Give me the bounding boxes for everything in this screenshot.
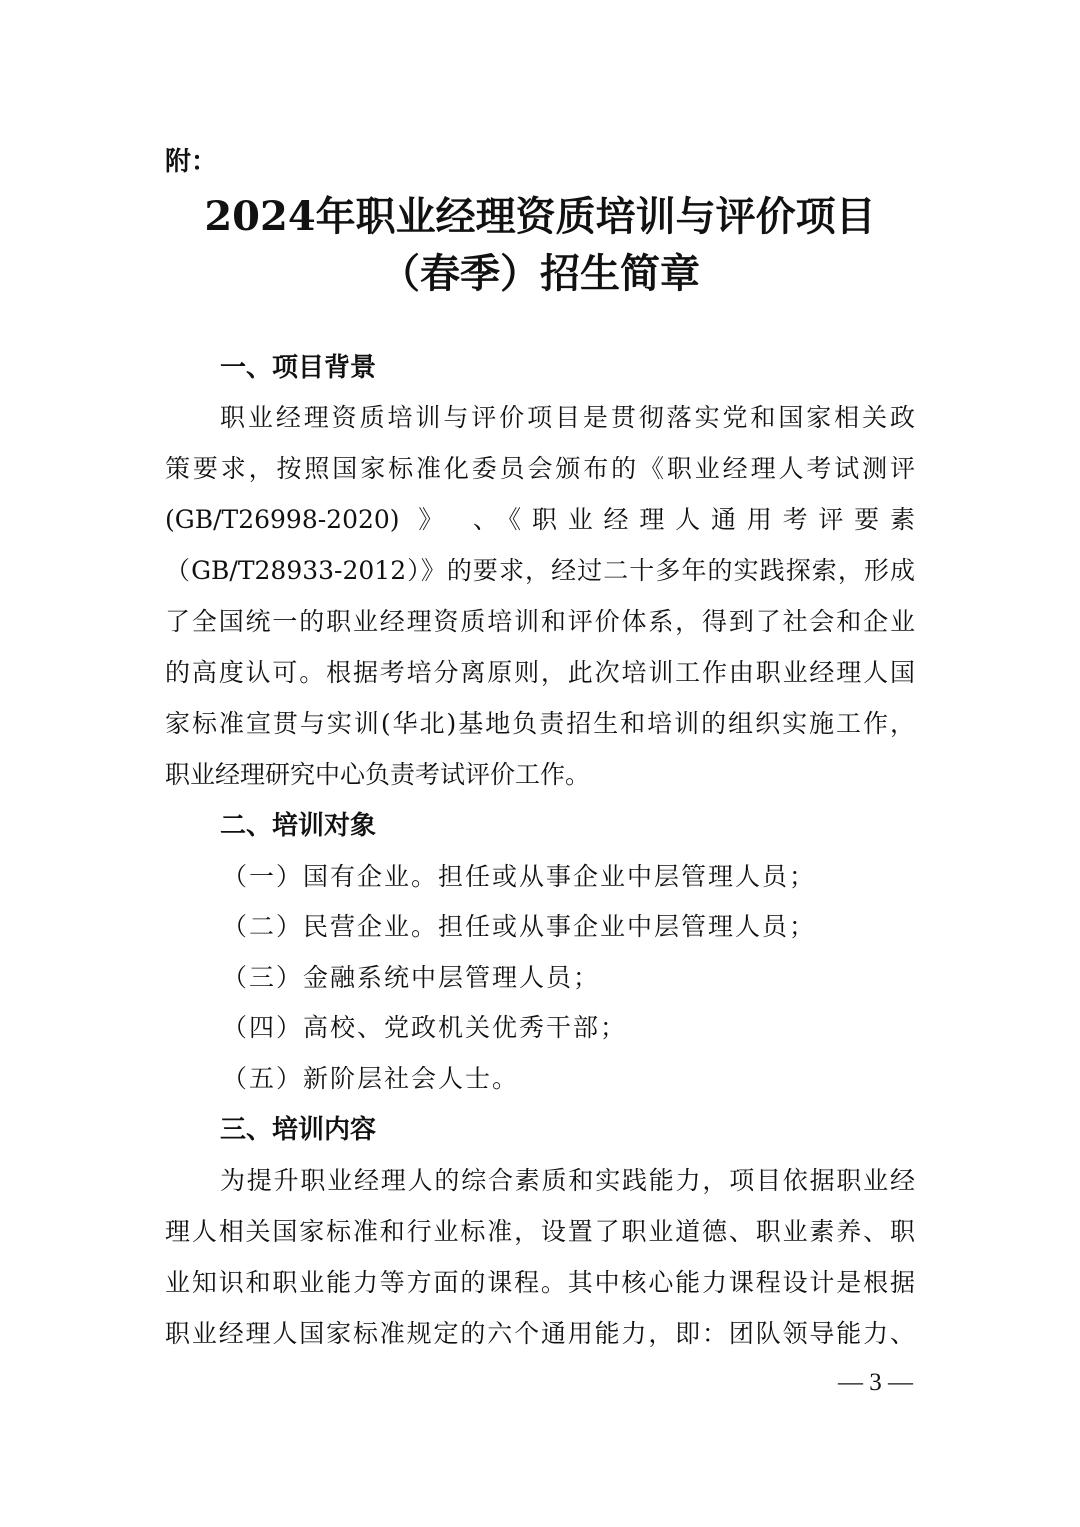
paragraph-line: 业知识和职业能力等方面的课程。其中核心能力课程设计是根据 <box>165 1268 915 1297</box>
document-title-line-2: （春季）招生简章 <box>380 250 700 297</box>
paragraph-line: 为提升职业经理人的综合素质和实践能力，项目依据职业经 <box>220 1166 915 1195</box>
section-heading-audience: 二、培训对象 <box>220 811 377 841</box>
paragraph-line: （GB/T28933-2012）》的要求，经过二十多年的实践探索，形成 <box>165 556 915 585</box>
audience-item: （一）国有企业。担任或从事企业中层管理人员； <box>222 862 817 891</box>
paragraph-line: (GB/T26998-2020) 》 、《职业经理人通用考评要素 <box>165 505 915 534</box>
paragraph-line: 策要求，按照国家标准化委员会颁布的《职业经理人考试测评 <box>165 454 915 483</box>
paragraph-line: 的高度认可。根据考培分离原则，此次培训工作由职业经理人国 <box>165 658 915 687</box>
audience-item: （二）民营企业。担任或从事企业中层管理人员； <box>222 912 817 941</box>
paragraph-line: 家标准宣贯与实训(华北)基地负责招生和培训的组织实施工作， <box>165 709 915 738</box>
paragraph-line: 了全国统一的职业经理资质培训和评价体系，得到了社会和企业 <box>165 607 915 636</box>
attachment-label: 附： <box>165 147 218 177</box>
audience-item: （五）新阶层社会人士。 <box>222 1064 520 1093</box>
section-heading-content: 三、培训内容 <box>220 1115 377 1145</box>
section-heading-background: 一、项目背景 <box>220 353 377 383</box>
page-number: — 3 — <box>838 1369 913 1396</box>
paragraph-line: 职业经理资质培训与评价项目是贯彻落实党和国家相关政 <box>220 403 915 432</box>
audience-item: （四）高校、党政机关优秀干部； <box>222 1013 628 1042</box>
paragraph-line: 理人相关国家标准和行业标准，设置了职业道德、职业素养、职 <box>165 1217 915 1246</box>
paragraph-line: 职业经理人国家标准规定的六个通用能力，即：团队领导能力、 <box>165 1319 915 1348</box>
document-title-line-1: 2024年职业经理资质培训与评价项目 <box>204 193 876 240</box>
audience-item: （三）金融系统中层管理人员； <box>222 963 601 992</box>
paragraph-line: 职业经理研究中心负责考试评价工作。 <box>165 760 591 789</box>
